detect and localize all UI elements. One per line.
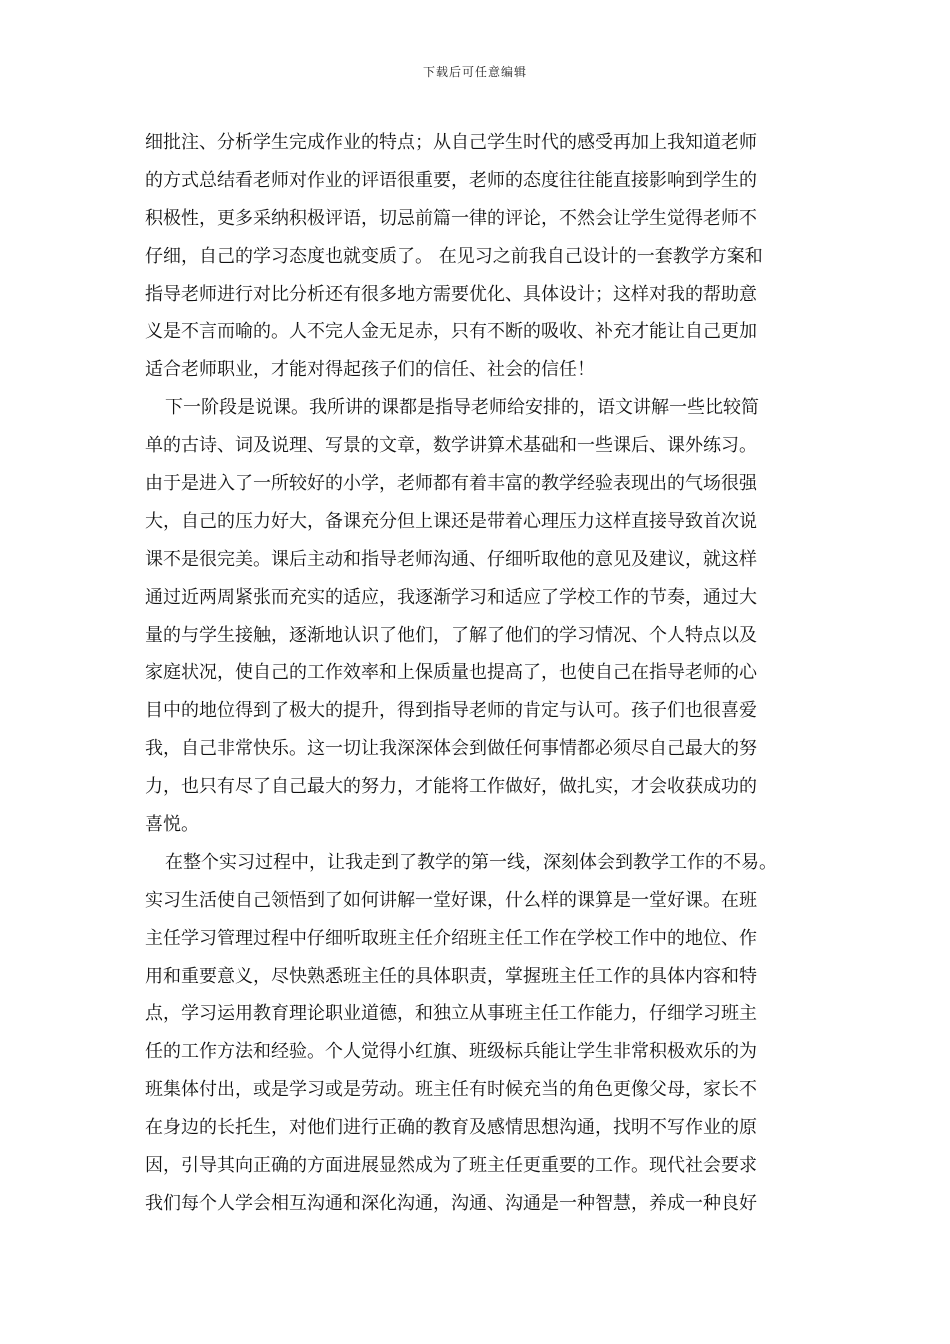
text-line: 在身边的长托生，对他们进行正确的教育及感情思想沟通，找明不写作业的原: [145, 1117, 757, 1139]
text-line: 家庭状况，使自己的工作效率和上保质量也提高了，也使自己在指导老师的心: [145, 662, 757, 684]
text-line: 指导老师进行对比分析还有很多地方需要优化、具体设计；这样对我的帮助意: [145, 283, 757, 305]
text-line: 下一阶段是说课。我所讲的课都是指导老师给安排的，语文讲解一些比较简: [165, 397, 759, 419]
text-line: 量的与学生接触，逐渐地认识了他们，了解了他们的学习情况、个人特点以及: [145, 624, 757, 646]
text-line: 课不是很完美。课后主动和指导老师沟通、仔细听取他的意见及建议，就这样: [145, 548, 757, 570]
text-line: 的方式总结看老师对作业的评语很重要，老师的态度往往能直接影响到学生的: [145, 169, 757, 191]
text-line: 单的古诗、词及说理、写景的文章，数学讲算术基础和一些课后、课外练习。: [145, 435, 757, 457]
text-line: 实习生活使自己领悟到了如何讲解一堂好课，什么样的课算是一堂好课。在班: [145, 889, 757, 911]
text-line: 主任学习管理过程中仔细听取班主任介绍班主任工作在学校工作中的地位、作: [145, 927, 757, 949]
page-header: 下载后可任意编辑: [422, 65, 527, 79]
text-line: 积极性，更多采纳积极评语，切忌前篇一律的评论，不然会让学生觉得老师不: [145, 207, 757, 229]
text-line: 用和重要意义，尽快熟悉班主任的具体职责，掌握班主任工作的具体内容和特: [145, 965, 757, 987]
text-line: 喜悦。: [145, 814, 199, 836]
text-line: 我，自己非常快乐。这一切让我深深体会到做任何事情都必须尽自己最大的努: [145, 738, 757, 760]
document-body: [145, 124, 815, 1223]
text-line: 班集体付出，或是学习或是劳动。班主任有时候充当的角色更像父母，家长不: [145, 1079, 757, 1101]
text-line: 仔细，自己的学习态度也就变质了。 在见习之前我自己设计的一套教学方案和: [145, 245, 763, 267]
text-line: 通过近两周紧张而充实的适应，我逐渐学习和适应了学校工作的节奏，通过大: [145, 586, 757, 608]
text-line: 由于是进入了一所较好的小学，老师都有着丰富的教学经验表现出的气场很强: [145, 473, 757, 495]
text-line: 目中的地位得到了极大的提升，得到指导老师的肯定与认可。孩子们也很喜爱: [145, 700, 757, 722]
text-line: 在整个实习过程中，让我走到了教学的第一线，深刻体会到教学工作的不易。: [165, 851, 777, 873]
text-line: 任的工作方法和经验。个人觉得小红旗、班级标兵能让学生非常积极欢乐的为: [145, 1041, 757, 1063]
text-line: 我们每个人学会相互沟通和深化沟通，沟通、沟通是一种智慧，养成一种良好: [145, 1192, 757, 1214]
text-line: 适合老师职业，才能对得起孩子们的信任、社会的信任！: [145, 359, 595, 381]
text-line: 义是不言而喻的。人不完人金无足赤，只有不断的吸收、补充才能让自己更加: [145, 321, 757, 343]
text-line: 大，自己的压力好大，备课充分但上课还是带着心理压力这样直接导致首次说: [145, 510, 757, 532]
text-line: 力，也只有尽了自己最大的努力，才能将工作做好，做扎实，才会收获成功的: [145, 776, 757, 798]
text-line: 细批注、分析学生完成作业的特点；从自己学生时代的感受再加上我知道老师: [145, 132, 757, 153]
text-line: 点，学习运用教育理论职业道德，和独立从事班主任工作能力，仔细学习班主: [145, 1003, 757, 1025]
text-line: 因，引导其向正确的方面进展显然成为了班主任更重要的工作。现代社会要求: [145, 1155, 757, 1177]
